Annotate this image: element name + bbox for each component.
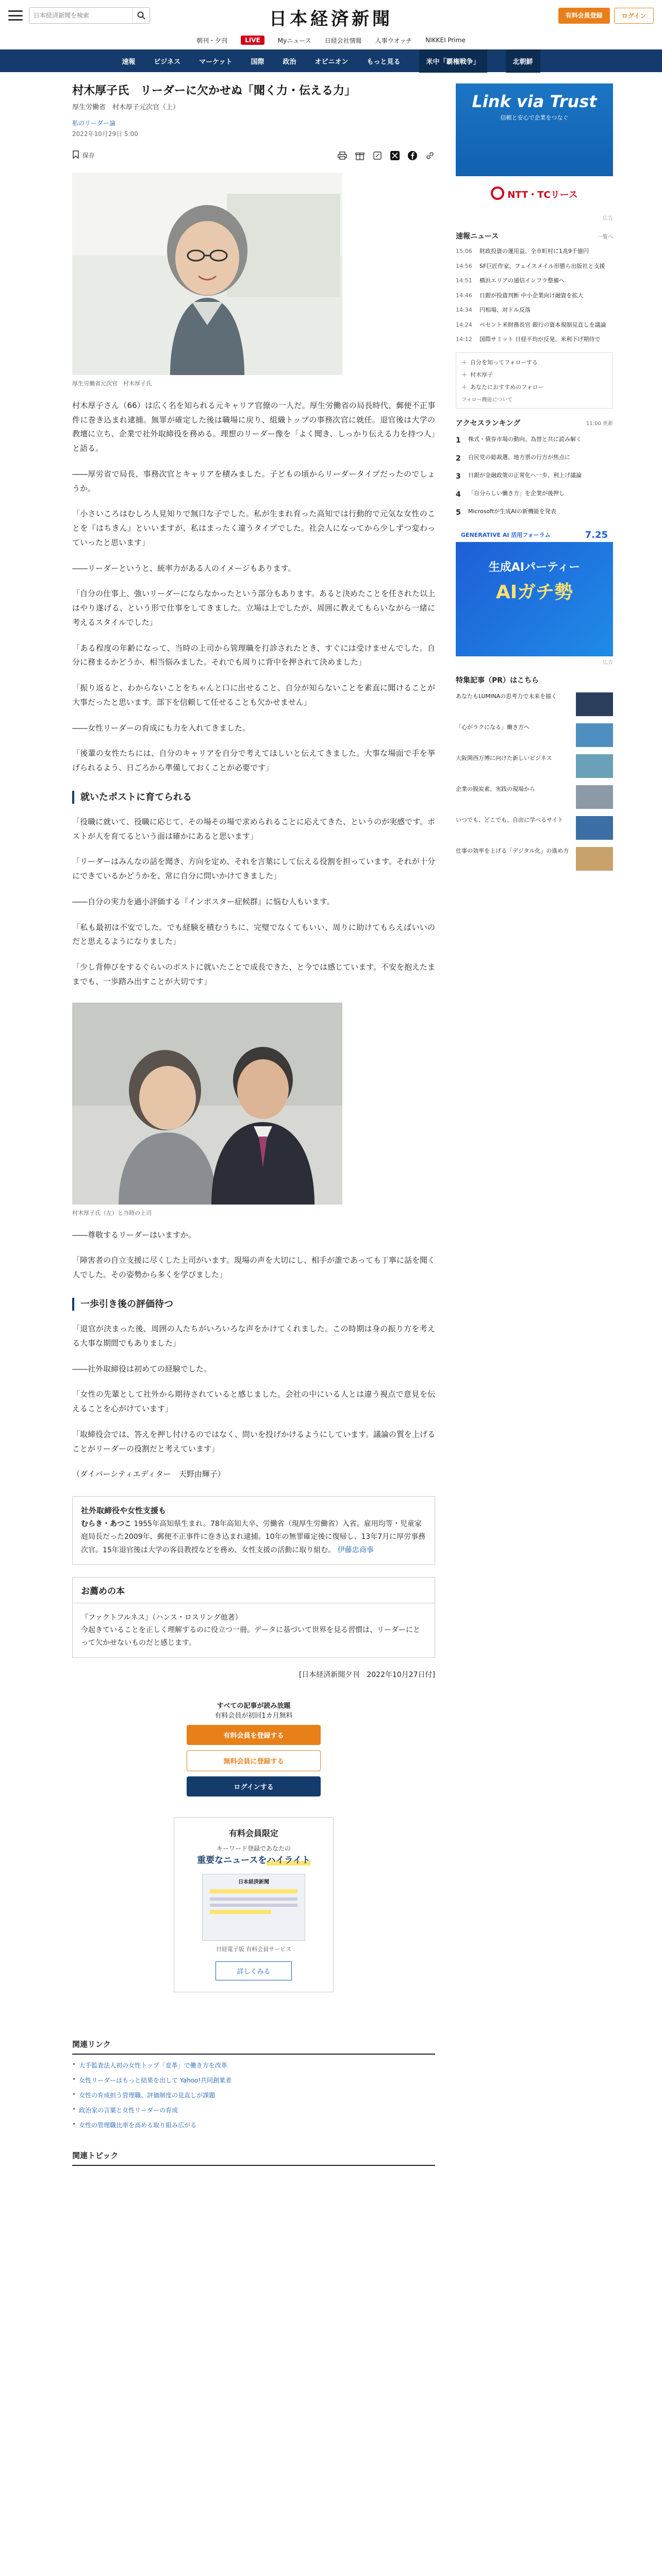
news-time: 14:12 — [456, 336, 472, 343]
pr-thumbnail — [576, 816, 613, 840]
gift-icon[interactable] — [355, 150, 365, 161]
pr-text: いつでも、どこでも、自由に学べるサイト — [456, 816, 564, 823]
ad1-title: Link via Trust — [472, 92, 597, 111]
news-text: 財政投資の運用益、全市町村に1兆9千億円 — [479, 248, 589, 255]
pr-text: 「心がラクになる」働き方へ — [456, 723, 529, 731]
main-navigation — [0, 49, 662, 72]
site-logo[interactable]: 日本経済新聞 — [269, 9, 393, 29]
nav-breaking[interactable]: 速報 — [122, 58, 136, 66]
nav-market[interactable]: マーケット — [199, 58, 233, 66]
promo-shot-label: 日本経済新聞 — [238, 1879, 269, 1886]
pr-thumbnail — [576, 692, 613, 716]
recommended-book-box — [72, 1577, 435, 1658]
news-text: 横浜エリアの通信インフラ整備へ — [479, 277, 565, 284]
pr-item[interactable] — [456, 692, 613, 716]
news-time: 14:24 — [456, 321, 472, 328]
article-paragraph: 「後輩の女性たちには、自分のキャリアを自分で考えてほしいと伝えてきました。大事な場面で手を挙げられるよう、日ごろから準備しておくことが必要です」 — [72, 749, 435, 773]
news-heading-row — [456, 231, 613, 241]
news-text: ベセント米財務長官 銀行の資本規制見直しを議論 — [479, 321, 606, 328]
ranking-heading-row — [456, 418, 613, 428]
ranking-item[interactable] — [456, 435, 613, 446]
news-time: 14:51 — [456, 277, 472, 284]
article-date: 2022年10月29日 5:00 — [72, 130, 138, 138]
article-paragraph: 「振り返ると、わからないことをちゃんと口に出せること、自分が知らないことを素直に聞けることが大事だったと思います。部下を信頼して任せることも欠かせません」 — [72, 683, 435, 707]
promo-line-3a: 重要なニュースを — [197, 1855, 267, 1866]
follow-text: あなたにおすすめのフォロー — [470, 383, 544, 391]
pr-thumbnail — [576, 847, 613, 871]
promo-line-2: キーワード登録であなたの — [216, 1845, 291, 1853]
section-heading-1: 就いたポストに育てられる — [72, 791, 435, 804]
nav-opinion[interactable]: オピニオン — [315, 58, 349, 66]
ranking-item[interactable] — [456, 489, 613, 500]
book-heading: お薦めの本 — [73, 1578, 435, 1603]
follow-item[interactable] — [461, 383, 607, 391]
ad-banner-1[interactable] — [456, 83, 613, 212]
nav-world[interactable]: 国際 — [251, 58, 264, 66]
pr-item[interactable] — [456, 754, 613, 778]
signup-button[interactable]: 有料会員登録 — [558, 8, 610, 24]
news-item[interactable] — [456, 277, 613, 285]
article-subtitle: 厚生労働省 村木厚子元次官（上） — [72, 103, 180, 111]
promo-line-3b: ハイライト — [267, 1855, 310, 1866]
article-photo-2 — [72, 1003, 342, 1205]
ad2-gacha: AIガチ勢 — [495, 581, 573, 603]
pr-thumbnail — [576, 785, 613, 809]
rank-text: 自民党の総裁選、地方票の行方が焦点に — [468, 453, 570, 461]
paywall-login-button[interactable]: ログインする — [187, 1776, 321, 1797]
ntt-logo-icon — [491, 187, 504, 202]
nav-more[interactable]: もっと見る — [367, 58, 401, 66]
news-time: 14:56 — [456, 262, 472, 269]
login-button[interactable]: ログイン — [614, 8, 654, 24]
news-heading: 速報ニュース — [456, 232, 499, 241]
profile-text: 1955年高知県生まれ。78年高知大卒、労働省（現厚生労働省）入省。雇用均等・児童家庭局長だった2009年、郵便不正事件に巻き込まれ逮捕。10年の無罪確定後に復帰し、13年7月に厚労事務次官。15年退官後は大学の客員教授などを務め、女性支援の活動に取り組む。 — [81, 1520, 426, 1554]
article-paragraph: 「退官が決まった後、周囲の人たちがいろいろな声をかけてくれました。この時期は身の振り方を考える大事な期間でもありました」 — [72, 1324, 435, 1348]
subnav-mynews[interactable]: Myニュース — [277, 37, 311, 44]
section-heading-2: 一歩引き後の評価待つ — [72, 1298, 435, 1311]
search-input[interactable] — [29, 12, 132, 19]
share-icon[interactable] — [372, 150, 383, 161]
pr-text: 企業の脱炭素、実践の現場から — [456, 785, 535, 792]
ad1-sub: 信頼と安心で企業をつなぐ — [500, 114, 569, 121]
ad-label: 広告 — [603, 659, 613, 666]
pr-item[interactable] — [456, 816, 613, 840]
pr-thumbnail — [576, 754, 613, 778]
related-link[interactable]: • 女性リーダーはもっと結果を出して Yahoo!共同創業者 — [72, 2076, 435, 2084]
news-item[interactable] — [456, 306, 613, 315]
promo-screenshot — [202, 1874, 305, 1941]
article-paragraph: 「ある程度の年齢になって、当時の上司から管理職を打診されたとき、すぐには受けませんでした。自分に務まるかどうか、相当悩みました。それでも周りに背中を押されて決めました」 — [72, 643, 435, 667]
rank-number: 4 — [456, 490, 461, 499]
article-paragraph: 村木厚子さん（66）は広く名を知られる元キャリア官僚の一人だ。厚生労働省の局長時代、郵便不正事件に巻き込まれ逮捕。無罪が確定した後は職場に戻り、組織トップの事務次官に就任。退官後は大学の教壇に立ち、企業で社外取締役を務める。理想のリーダー像を「よく聞き、しっかり伝える力を持つ人」と語る。 — [72, 400, 435, 453]
pr-item[interactable] — [456, 847, 613, 871]
article-paragraph: 「私も最初は不安でした。でも経験を積むうちに、完璧でなくてもいい、周りに助けてもらえばいいのだと思えるようになりました」 — [72, 922, 435, 946]
news-item[interactable] — [456, 292, 613, 300]
article-photo-1 — [72, 173, 342, 375]
top-header — [0, 0, 662, 31]
article-paragraph: 「少し背伸びをするぐらいのポストに就いたことで成長できた、と今では感じています。不安を抱えたままでも、一歩踏み出すことが大切です」 — [72, 962, 435, 986]
article-paragraph: 「リーダーはみんなの話を聞き、方向を定め、それを言葉にして伝える役割を担っています。それが十分にできているかどうかを、常に自分に問いかけてきました」 — [72, 857, 435, 881]
article-paragraph: 「障害者の自立支援に尽くした上司がいます。現場の声を大切にし、相手が誰であっても丁寧に話を聞く人でした。その姿勢から多くを学びました」 — [72, 1256, 435, 1280]
follow-text: 村木厚子 — [470, 371, 493, 378]
nav-topic-1[interactable]: 米中「覇権戦争」 — [419, 49, 487, 73]
ad1-brand-bar — [456, 176, 613, 212]
rank-number: 5 — [456, 508, 461, 517]
book-text: 『ファクトフルネス』（ハンス・ロスリング他著） 今起きていることを正しく理解するのに役立つ一冊。データに基づいて世界を見る習慣は、リーダーにとって欠かせないものだと感じます。 — [81, 1613, 420, 1647]
article-paragraph: 「取締役会では、答えを押し付けるのではなく、問いを投げかけるようにしています。議論の質を上げることがリーダーの役割だと考えています」 — [72, 1429, 435, 1453]
subnav-live[interactable]: LIVE — [241, 36, 264, 45]
sub-navigation — [0, 31, 662, 49]
subnav-paper[interactable]: 朝刊・夕刊 — [196, 37, 228, 44]
pr-text: 仕事の効率を上げる「デジタル化」の進め方 — [456, 847, 569, 854]
ad2-big: 生成AIパーティー — [488, 561, 581, 574]
news-text: 国際サミット 日経平均が反発、米利下げ期待で — [479, 336, 601, 343]
series-link[interactable]: 私のリーダー論 — [72, 119, 116, 127]
related-link[interactable]: • 大手監査法人初の女性トップ「変革」で働き方を改革 — [72, 2061, 435, 2070]
follow-item[interactable] — [461, 358, 607, 366]
news-text: SF巨匠作家、フェイスメイル形態ら出版社と支援 — [479, 262, 605, 269]
pr-text: あなたもLUMINAの思考力で未来を描く — [456, 692, 557, 700]
print-icon[interactable] — [337, 150, 347, 161]
rank-number: 1 — [456, 436, 461, 445]
related-link[interactable]: • 女性の管理職比率を高める取り組み広がる — [72, 2121, 435, 2129]
rank-text: Microsoftが生成AIの新機能を発表 — [468, 507, 556, 515]
ad2-date: 7.25 — [585, 529, 608, 540]
follow-text: 自分を知ってフォローする — [470, 359, 538, 366]
article-paragraph: ――厚労省で局長、事務次官とキャリアを積みました。子どもの頃からリーダータイプだったのでしょうか。 — [72, 469, 435, 493]
rank-text: 「自分らしい働き方」を企業が後押し — [468, 489, 565, 497]
photo-caption-1: 厚生労働省元次官 村木厚子氏 — [72, 380, 152, 387]
rank-number: 3 — [456, 472, 461, 481]
profile-box — [72, 1496, 435, 1565]
ranking-item[interactable] — [456, 471, 613, 482]
paywall — [72, 1700, 435, 1797]
article-paragraph: ――尊敬するリーダーはいますか。 — [72, 1230, 196, 1240]
nav-topic-2[interactable]: 北朝鮮 — [506, 49, 540, 73]
related-heading: 関連リンク — [72, 2039, 435, 2055]
menu-icon[interactable] — [8, 10, 23, 21]
news-item[interactable] — [456, 335, 613, 344]
subnav-company[interactable]: 日経会社情報 — [324, 37, 362, 44]
bookmark-icon — [72, 150, 79, 160]
paywall-line-2: 有料会員が初回1カ月無料 — [214, 1712, 293, 1720]
facebook-icon[interactable] — [407, 150, 418, 161]
related-links — [72, 2039, 435, 2129]
pr-item[interactable] — [456, 785, 613, 809]
article-paragraph: ――社外取締役は初めての経験でした。 — [72, 1364, 212, 1374]
news-time: 14:46 — [456, 292, 472, 299]
plus-icon: ＋ — [461, 371, 467, 378]
news-more-link[interactable]: 一覧へ — [598, 234, 613, 240]
news-text: 円相場、対ドル反落 — [479, 307, 531, 313]
follow-box — [456, 352, 613, 409]
ad1-brand: NTT・TCリース — [507, 190, 578, 200]
promo-box — [174, 1817, 334, 1992]
pr-heading[interactable]: 特集記事（PR）はこちら — [456, 676, 539, 685]
save-button[interactable] — [72, 150, 95, 160]
rank-text: 株式・債券市場の動向、為替と共に読み解く — [468, 435, 582, 443]
related-topics — [72, 2150, 435, 2166]
promo-title: 有料会員限定 — [228, 1828, 278, 1839]
article-paragraph: 「小さいころはむしろ人見知りで無口な子でした。私が生まれ育った高知では行動的で元気な女性のことを『はちきん』といいますが、私はまったく違うタイプでした。社会人になってから少しずつ変わっていったと思います」 — [72, 509, 435, 547]
ranking-item[interactable] — [456, 507, 613, 518]
article-paragraph: 「女性の先輩として社外から期待されていると感じました。会社の中にいる人とは違う視点で意見を伝えることを心がけています」 — [72, 1389, 435, 1414]
pr-thumbnail — [576, 723, 613, 747]
topics-heading: 関連トピック — [72, 2150, 435, 2166]
profile-heading: 社外取締役や女性支援も — [81, 1506, 167, 1516]
news-item[interactable] — [456, 321, 613, 330]
article-paragraph: ――自分の実力を過小評価する『インポスター症候群』に悩む人もいます。 — [72, 896, 335, 906]
paywall-free-signup-button[interactable]: 無料会員に登録する — [187, 1750, 321, 1771]
search-box — [29, 7, 150, 24]
ranking-heading: アクセスランキング — [456, 419, 521, 428]
ad2-top: GENERATIVE AI 活用フォーラム — [456, 528, 613, 542]
follow-item[interactable] — [461, 370, 607, 379]
news-time: 14:34 — [456, 307, 472, 313]
article-toolbar — [72, 148, 435, 163]
subnav-prime[interactable]: NIKKEI Prime — [425, 37, 466, 44]
ranking-item[interactable] — [456, 453, 613, 464]
promo-caption: 日経電子版 有料会員サービス — [216, 1946, 292, 1953]
ad-banner-2[interactable] — [456, 528, 613, 656]
pr-text: 大阪関西万博に向けた新しいビジネス — [456, 754, 552, 761]
subnav-personnel[interactable]: 人事ウオッチ — [375, 37, 412, 44]
article-paragraph: 「役職に就いて、役職に応じて、その場その場で求められることに応えてきた、というのが実感です。ポストが人を育てるという面は確かにあると思います」 — [72, 817, 435, 841]
profile-name: むらき・あつこ — [81, 1520, 131, 1529]
related-link[interactable]: • 政治家の言葉と女性リーダーの育成 — [72, 2106, 435, 2114]
paywall-line-1: すべての記事が読み放題 — [217, 1702, 291, 1710]
nav-politics[interactable]: 政治 — [283, 58, 296, 66]
article-title: 村木厚子氏 リーダーに欠かせぬ「聞く力・伝える力」 — [72, 84, 356, 97]
related-link[interactable]: • 女性の育成担う管理職、評価制度の見直しが課題 — [72, 2091, 435, 2099]
paywall-signup-button[interactable]: 有料会員を登録する — [187, 1725, 321, 1745]
search-icon[interactable] — [132, 8, 150, 23]
news-item[interactable] — [456, 262, 613, 271]
save-label: 保存 — [82, 152, 95, 160]
pr-heading-row — [456, 675, 613, 685]
article-signoff: [日本経済新聞夕刊 2022年10月27日付] — [299, 1671, 435, 1680]
profile-link[interactable]: 伊藤忠商事 — [337, 1546, 374, 1554]
x-twitter-icon[interactable] — [390, 150, 400, 161]
plus-icon: ＋ — [461, 383, 467, 391]
follow-note[interactable]: フォロー機能について — [461, 397, 513, 403]
article-paragraph: ――リーダーというと、統率力がある人のイメージもあります。 — [72, 563, 296, 573]
rank-number: 2 — [456, 454, 461, 463]
ad-label: 広告 — [603, 216, 613, 222]
article-paragraph: ――女性リーダーの育成にも力を入れてきました。 — [72, 723, 251, 733]
rank-text: 日銀が金融政策の正常化へ一歩、利上げ議論 — [468, 471, 582, 479]
article — [72, 72, 435, 2166]
link-copy-icon[interactable] — [425, 150, 435, 161]
nav-business[interactable]: ビジネス — [154, 58, 181, 66]
news-item[interactable] — [456, 247, 613, 256]
news-time: 15:06 — [456, 248, 472, 255]
pr-item[interactable] — [456, 723, 613, 747]
plus-icon: ＋ — [461, 359, 467, 366]
photo-caption-2: 村木厚子氏（左）と当時の上司 — [72, 1209, 152, 1216]
sidebar — [456, 72, 613, 2166]
ranking-update: 11:00 更新 — [586, 421, 613, 427]
interviewer-credit: （ダイバーシティエディター 天野由輝子） — [72, 1469, 225, 1479]
promo-detail-button[interactable]: 詳しくみる — [216, 1961, 291, 1980]
article-paragraph: 「自分の仕事上、強いリーダーにならなかったという部分もあります。あると決めたことを任された以上はやり遂げる、という形で仕事をしてきました。立場は上でしたが、周囲に教えてもらいながら一緒に考えるスタイルでした」 — [72, 589, 435, 627]
news-text: 日銀が投資判断 中小企業向け融資を拡大 — [479, 292, 584, 299]
